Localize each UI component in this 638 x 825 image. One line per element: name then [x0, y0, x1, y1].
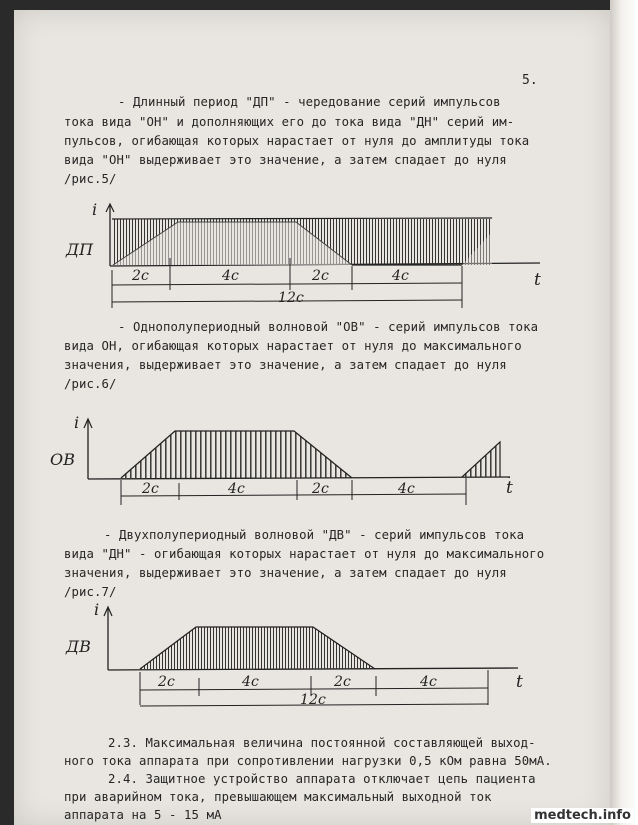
paragraph-line: - Однополупериодный волновой "ОВ" - серий импульсов тока [118, 320, 539, 334]
paragraph-line: значения, выдерживает это значение, а затем спадает до нуля [64, 566, 507, 580]
paragraph-line: /рис.5/ [64, 172, 117, 186]
watermark: medtech.info [531, 808, 634, 823]
paragraph-line: тока вида "ОН" и дополняющих его до тока вида "ДН" серий им- [64, 115, 515, 129]
segment-label: 2с [334, 674, 351, 690]
paragraph-line: 2.3. Максимальная величина постоянной составляющей выход- [108, 736, 536, 750]
mode-label-dp: ДП [66, 240, 94, 259]
segment-label: 4с [222, 268, 239, 284]
y-axis-label: i [94, 600, 100, 619]
paragraph-line: - Длинный период "ДП" - чередование серий импульсов [118, 95, 501, 109]
segment-label: 4с [392, 268, 409, 284]
paragraph-line: /рис.7/ [64, 585, 117, 599]
page-number: 5. [522, 73, 538, 88]
segment-label: 2с [142, 481, 159, 497]
paragraph-line: /рис.6/ [64, 377, 117, 391]
paragraph-line: - Двухполупериодный волновой "ДВ" - серий импульсов тока [104, 528, 525, 542]
paragraph-line: при аварийном тока, превышающем максимальный выходной ток [64, 790, 492, 804]
x-axis-label: t [534, 270, 541, 290]
mode-label-dv: ДВ [66, 637, 91, 656]
paragraph-line: значения, выдерживает это значение, а затем спадает до нуля [64, 358, 507, 372]
total-duration-label: 12с [278, 290, 304, 306]
y-axis-label: i [92, 200, 98, 219]
segment-label: 4с [242, 674, 259, 690]
paragraph-line: ного тока аппарата при сопротивлении нагрузки 0,5 кОм равна 50мА. [64, 754, 552, 768]
impulse-envelope [140, 627, 375, 669]
mode-label-ov: ОВ [50, 450, 76, 469]
segment-label: 4с [228, 481, 245, 497]
segment-label: 2с [132, 268, 149, 284]
segment-label: 4с [420, 674, 437, 690]
total-duration-label: 12с [300, 692, 326, 708]
y-axis-label: i [74, 413, 80, 432]
x-axis-label: t [516, 672, 523, 692]
paragraph-line: пульсов, огибающая которых нарастает от нуля до амплитуды тока [64, 134, 530, 148]
paragraph-line: аппарата на 5 - 15 мА [64, 808, 222, 822]
segment-label: 4с [398, 481, 415, 497]
segment-label: 2с [312, 481, 329, 497]
segment-label: 2с [158, 674, 175, 690]
x-axis-label: t [506, 478, 513, 498]
segment-label: 2с [312, 268, 329, 284]
paragraph-line: вида ОН, огибающая которых нарастает от нуля до максимального [64, 339, 522, 353]
paragraph-line: вида "ДН" - огибающая которых нарастает от нуля до максимального [64, 547, 545, 561]
paragraph-line: вида "ОН" выдерживает это значение, а затем спадает до нуля [64, 153, 507, 167]
paragraph-line: 2.4. Защитное устройство аппарата отключает цепь пациента [108, 772, 536, 786]
